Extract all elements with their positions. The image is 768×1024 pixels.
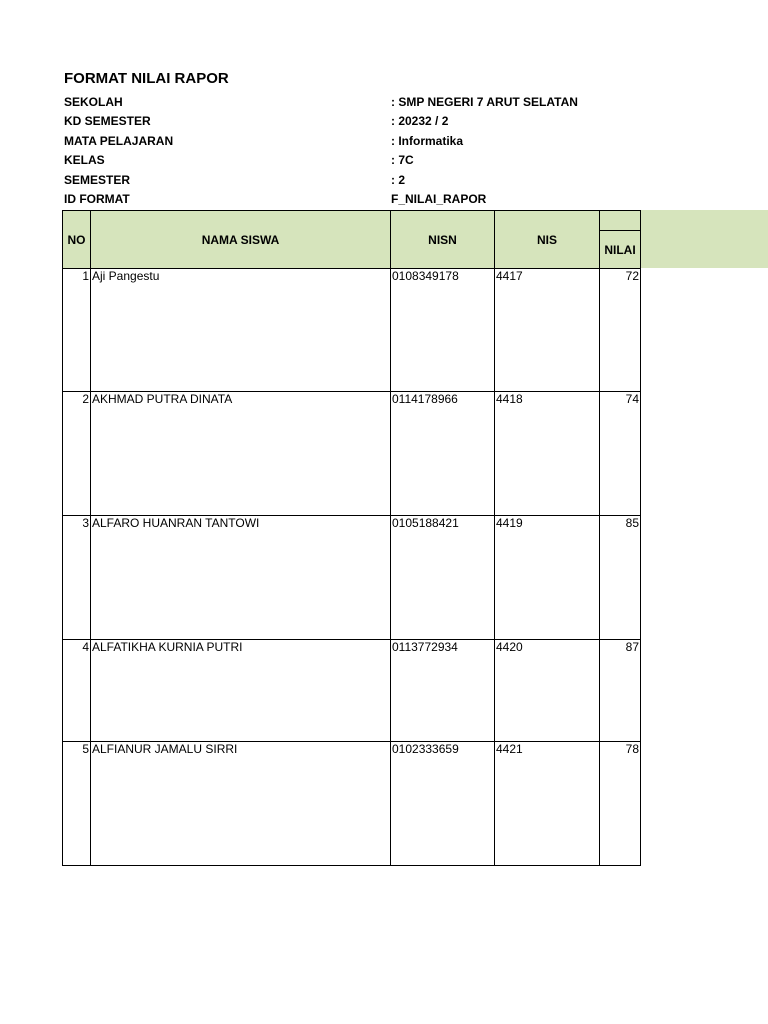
- col-header-nama-siswa: NAMA SISWA: [91, 211, 391, 269]
- cell-nisn: 0114178966: [391, 392, 495, 516]
- meta-value-semester: : 2: [391, 173, 406, 187]
- meta-label-mata-pelajaran: MATA PELAJARAN: [64, 134, 174, 148]
- meta-value-id-format: F_NILAI_RAPOR: [391, 192, 487, 206]
- cell-no: 2: [63, 392, 91, 516]
- cell-nisn: 0105188421: [391, 516, 495, 640]
- meta-label-semester: SEMESTER: [64, 173, 131, 187]
- meta-value-kelas: : 7C: [391, 153, 414, 167]
- grades-table: [62, 210, 641, 866]
- cell-nama-siswa: ALFARO HUANRAN TANTOWI: [91, 516, 391, 640]
- cell-nama-siswa: ALFIANUR JAMALU SIRRI: [91, 742, 391, 866]
- meta-label-kd-semester: KD SEMESTER: [64, 114, 151, 128]
- cell-nama-siswa: AKHMAD PUTRA DINATA: [91, 392, 391, 516]
- table-row: [63, 269, 641, 392]
- cell-nisn: 0113772934: [391, 640, 495, 742]
- cell-nilai: 87: [600, 640, 641, 742]
- cell-nis: 4417: [495, 269, 600, 392]
- table-row: [63, 392, 641, 516]
- meta-value-kd-semester: : 20232 / 2: [391, 114, 449, 128]
- cell-nisn: 0108349178: [391, 269, 495, 392]
- col-header-nilai: NILAI: [600, 231, 641, 269]
- col-header-no: NO: [63, 211, 91, 269]
- table-row: [63, 742, 641, 866]
- col-header-nilai-group: [600, 211, 641, 231]
- cell-no: 1: [63, 269, 91, 392]
- cell-nis: 4420: [495, 640, 600, 742]
- table-row: [63, 640, 641, 742]
- cell-nilai: 72: [600, 269, 641, 392]
- cell-nis: 4421: [495, 742, 600, 866]
- header-fill-extension: [641, 210, 768, 268]
- cell-nis: 4419: [495, 516, 600, 640]
- cell-nisn: 0102333659: [391, 742, 495, 866]
- meta-label-sekolah: SEKOLAH: [64, 95, 123, 109]
- meta-label-kelas: KELAS: [64, 153, 105, 167]
- cell-nilai: 74: [600, 392, 641, 516]
- meta-value-mata-pelajaran: : Informatika: [391, 134, 464, 148]
- meta-label-id-format: ID FORMAT: [64, 192, 130, 206]
- cell-nis: 4418: [495, 392, 600, 516]
- table-row: [63, 516, 641, 640]
- page-title: FORMAT NILAI RAPOR: [64, 70, 229, 87]
- cell-nama-siswa: ALFATIKHA KURNIA PUTRI: [91, 640, 391, 742]
- cell-no: 4: [63, 640, 91, 742]
- col-header-nis: NIS: [495, 211, 600, 269]
- cell-no: 3: [63, 516, 91, 640]
- cell-nilai: 85: [600, 516, 641, 640]
- cell-nama-siswa: Aji Pangestu: [91, 269, 391, 392]
- col-header-nisn: NISN: [391, 211, 495, 269]
- meta-value-sekolah: : SMP NEGERI 7 ARUT SELATAN: [391, 95, 578, 109]
- cell-no: 5: [63, 742, 91, 866]
- cell-nilai: 78: [600, 742, 641, 866]
